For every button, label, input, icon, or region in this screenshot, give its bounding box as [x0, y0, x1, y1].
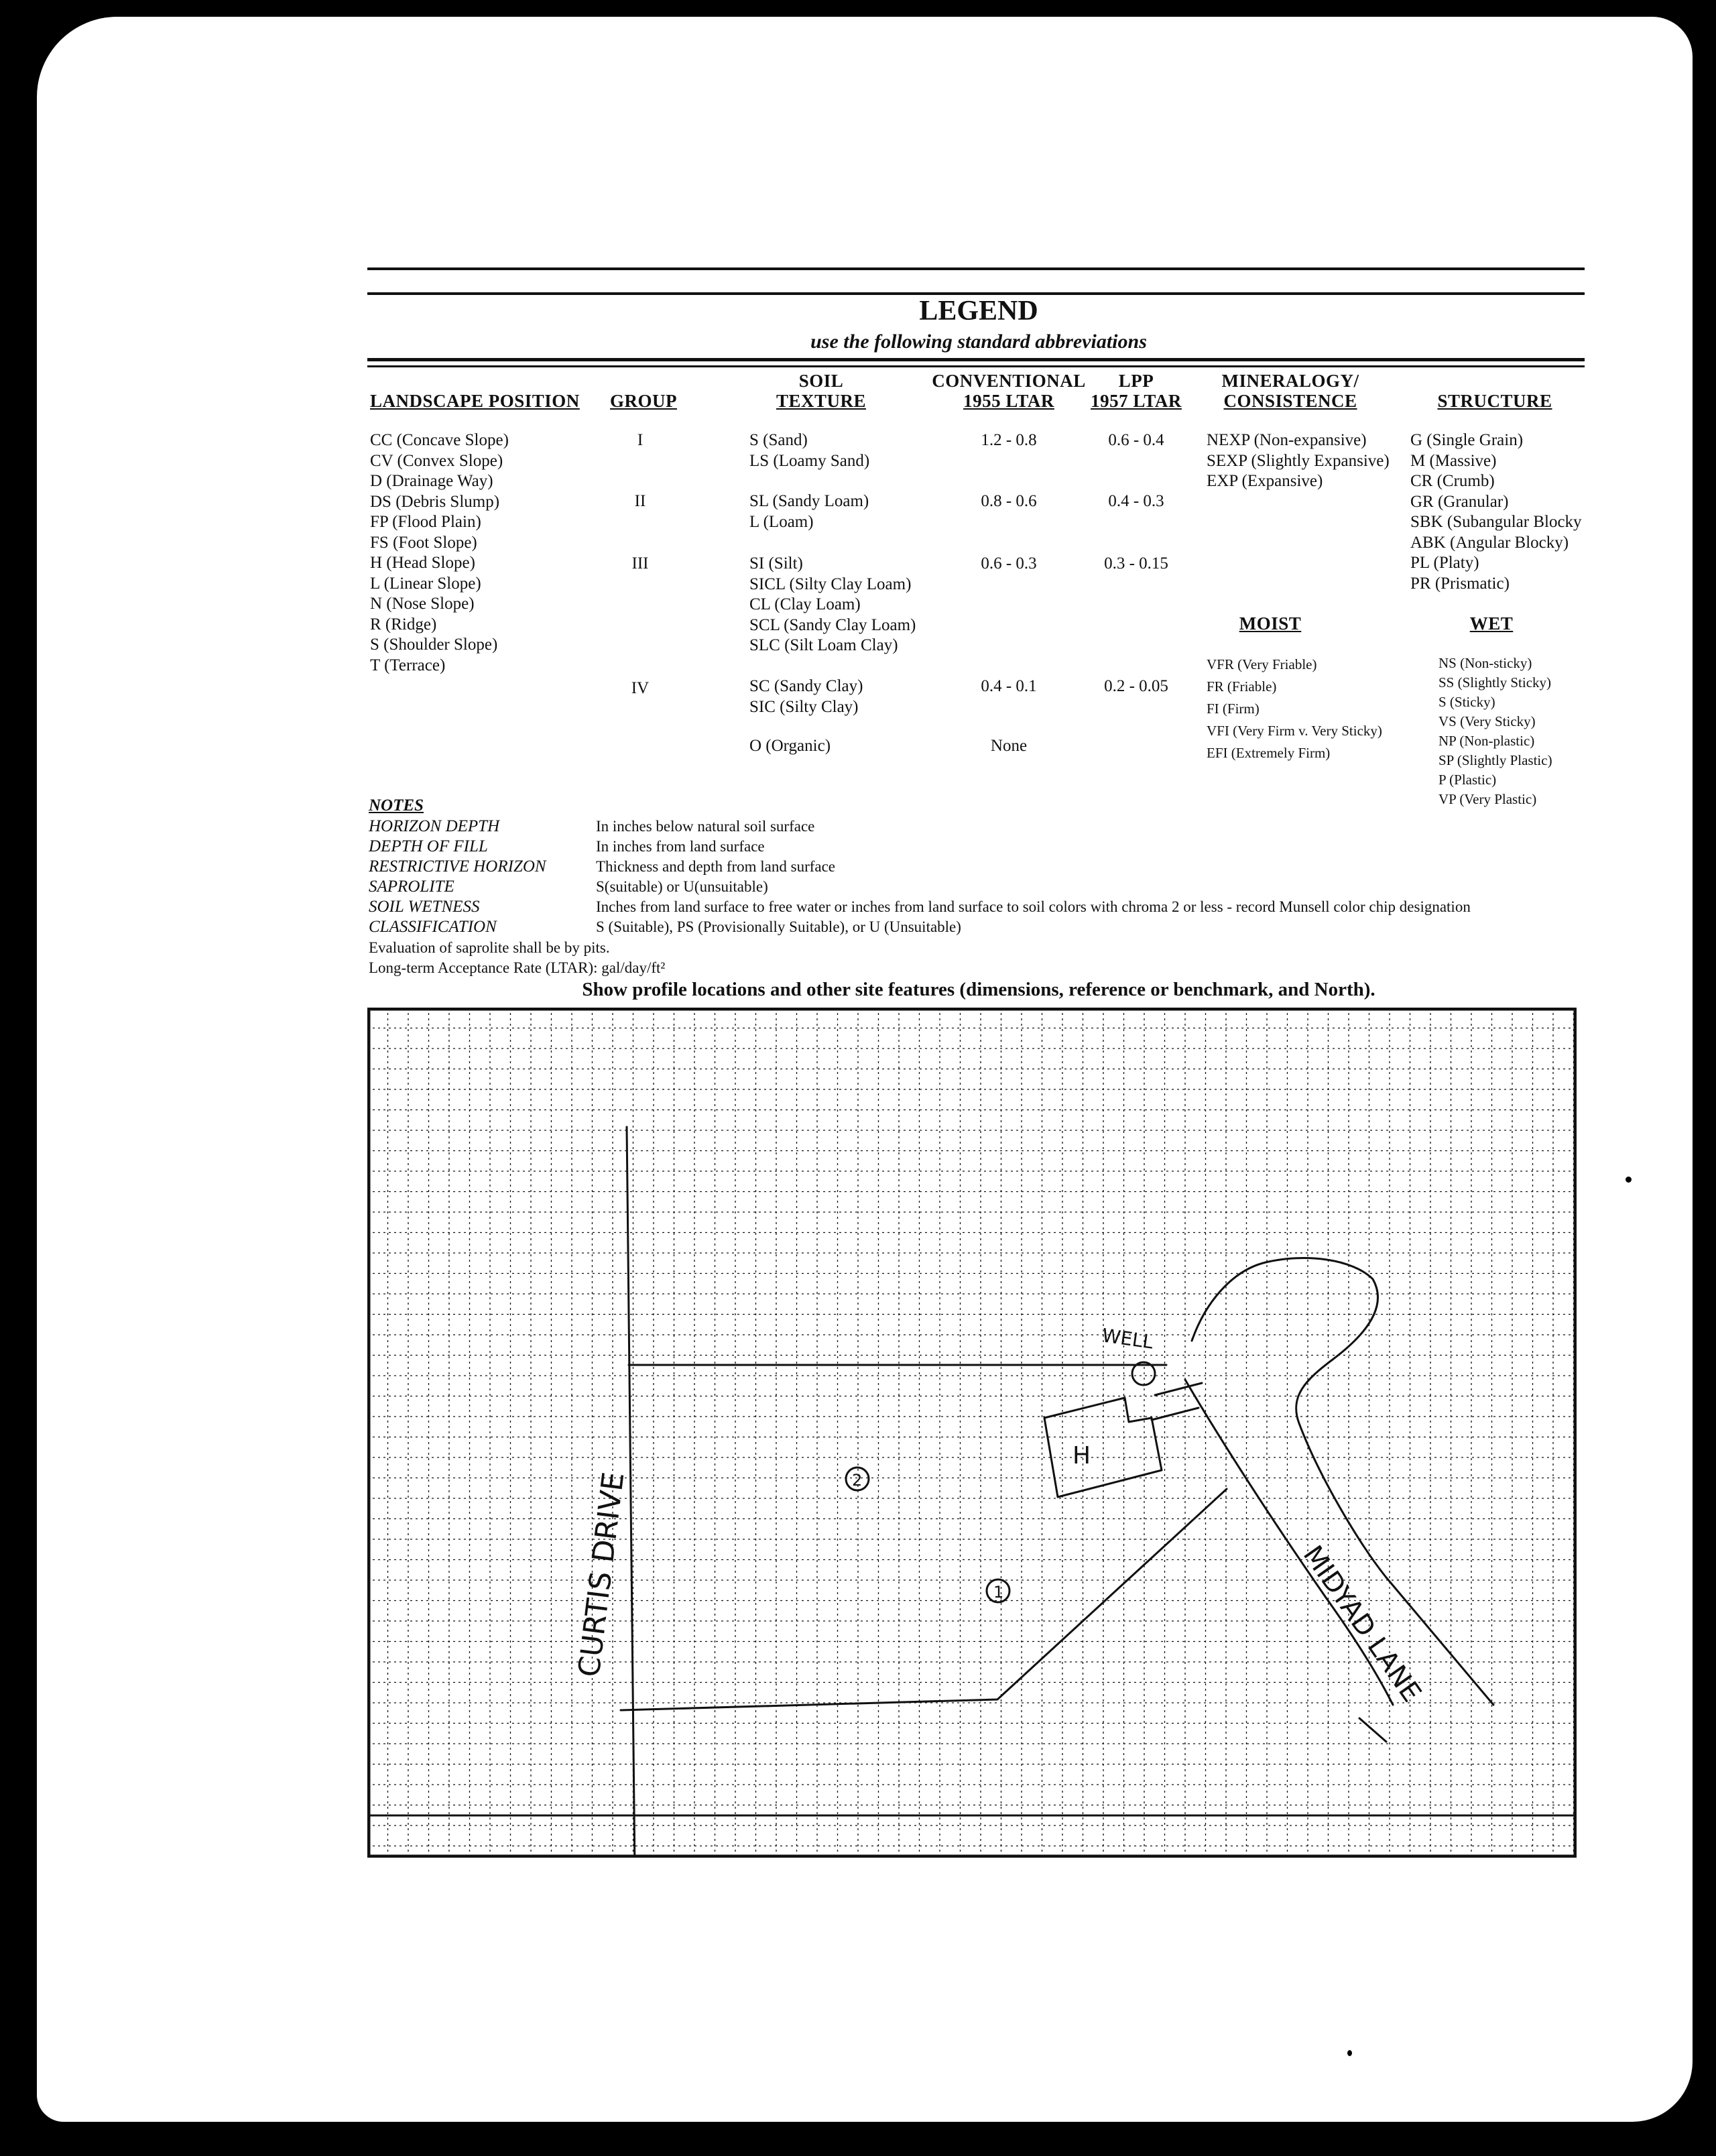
top-rule-1	[367, 267, 1585, 270]
area-boundary-line	[621, 1489, 1227, 1710]
moist-header: MOIST	[1239, 613, 1302, 634]
group-iii: III	[631, 554, 649, 573]
scan-mark	[1347, 2050, 1352, 2056]
group-header: GROUP	[610, 391, 677, 411]
drive-loop	[1192, 1258, 1493, 1705]
lpp-value: 0.3 - 0.15	[1104, 554, 1168, 573]
wet-header: WET	[1469, 613, 1514, 634]
list-item: CC (Concave Slope)	[370, 431, 509, 449]
mineralogy-list: NEXP (Non-expansive) SEXP (Slightly Expansive) EXP (Expansive)	[1207, 431, 1390, 490]
area-1-label: 1	[993, 1583, 1004, 1602]
note-key: SOIL WETNESS	[369, 898, 480, 916]
conventional-value: 0.4 - 0.1	[981, 677, 1037, 695]
list-item: R (Ridge)	[370, 615, 437, 634]
soil-texture-group-1: S (Sand) LS (Loamy Sand)	[749, 431, 870, 470]
landscape-header: LANDSCAPE POSITION	[370, 391, 580, 411]
landscape-list	[370, 430, 509, 676]
list-item: N (Nose Slope)	[370, 595, 475, 613]
list-item: H (Head Slope)	[370, 554, 475, 572]
conventional-value: 0.6 - 0.3	[981, 554, 1037, 573]
lpp-value: 0.4 - 0.3	[1108, 492, 1164, 510]
soil-texture-group-2: SL (Sandy Loam) L (Loam)	[749, 492, 869, 531]
well-label: WELL	[1101, 1324, 1155, 1354]
sketch-instruction: Show profile locations and other site features (dimensions, reference or benchmark, and North).	[582, 979, 1375, 1000]
header-rule-1	[367, 358, 1585, 361]
header-rule-2	[367, 365, 1585, 367]
list-item: DS (Debris Slump)	[370, 492, 500, 511]
list-item: FP (Flood Plain)	[370, 513, 481, 531]
list-item: CV (Convex Slope)	[370, 451, 503, 470]
group-ii: II	[634, 492, 646, 510]
conventional-value: 1.2 - 0.8	[981, 431, 1037, 449]
legend-title: LEGEND	[919, 296, 1038, 326]
note-value: In inches from land surface	[596, 838, 765, 855]
mineralogy-header: MINERALOGY/ CONSISTENCE	[1221, 371, 1359, 411]
group-iv: IV	[631, 679, 650, 697]
note-key: HORIZON DEPTH	[369, 817, 500, 835]
conventional-value: 0.8 - 0.6	[981, 492, 1037, 510]
soil-texture-header: SOIL TEXTURE	[776, 371, 867, 411]
structure-list: G (Single Grain) M (Massive) CR (Crumb) GR (Granular) SBK (Subangular Blocky ABK (Angular Blocky) PL (Platy) PR (Prismatic)	[1410, 431, 1582, 593]
note-key: CLASSIFICATION	[369, 918, 497, 936]
list-item: FS (Foot Slope)	[370, 533, 477, 552]
moist-list: VFR (Very Friable) FR (Friable) FI (Firm) VFI (Very Firm v. Very Sticky) EFI (Extremely Firm)	[1207, 656, 1382, 761]
site-sketch-grid	[367, 1008, 1577, 1858]
note-key: RESTRICTIVE HORIZON	[369, 857, 546, 876]
note-value: S (Suitable), PS (Provisionally Suitable), or U (Unsuitable)	[596, 918, 961, 935]
list-item: L (Linear Slope)	[370, 574, 481, 593]
note-value: S(suitable) or U(unsuitable)	[596, 878, 768, 895]
list-item: S (Shoulder Slope)	[370, 636, 498, 654]
lpp-header: LPP 1957 LTAR	[1091, 371, 1182, 411]
note-key: SAPROLITE	[369, 878, 454, 896]
group-i: I	[637, 431, 644, 449]
list-item: T (Terrace)	[370, 656, 446, 674]
area-2-label: 2	[852, 1471, 863, 1490]
lane-arrow	[1359, 1718, 1386, 1742]
note-value: Inches from land surface to free water or inches from land surface to soil colors with chroma 2 or less - record Munsell color chip designation	[596, 898, 1471, 915]
note-key: DEPTH OF FILL	[369, 837, 488, 855]
soil-texture-group-3: SI (Silt) SICL (Silty Clay Loam) CL (Clay Loam) SCL (Sandy Clay Loam) SLC (Silt Loam Clay)	[749, 554, 916, 654]
curtis-drive-label: CURTIS DRIVE	[572, 1470, 631, 1679]
conventional-value: None	[990, 737, 1028, 755]
note-value: Thickness and depth from land surface	[596, 858, 836, 875]
note-value: In inches below natural soil surface	[596, 818, 815, 835]
well-connector	[1152, 1383, 1202, 1420]
soil-texture-group-4: SC (Sandy Clay) SIC (Silty Clay)	[749, 677, 863, 716]
house-label: H	[1072, 1442, 1091, 1470]
wet-list: NS (Non-sticky) SS (Slightly Sticky) S (Sticky) VS (Very Sticky) NP (Non-plastic) SP (Slightly Plastic) P (Plastic) VP (Very Plastic)	[1438, 655, 1552, 807]
soil-texture-group-5: O (Organic)	[749, 737, 831, 755]
list-item: D (Drainage Way)	[370, 472, 493, 490]
saprolite-note: Evaluation of saprolite shall be by pits.	[369, 939, 610, 956]
lpp-value: 0.2 - 0.05	[1104, 677, 1168, 695]
notes-heading: NOTES	[369, 796, 424, 815]
lpp-value: 0.6 - 0.4	[1108, 431, 1164, 449]
legend-subtitle: use the following standard abbreviations	[810, 331, 1147, 353]
structure-header: STRUCTURE	[1437, 391, 1552, 411]
conventional-header: CONVENTIONAL 1955 LTAR	[932, 371, 1086, 411]
midyad-lane-label: MIDYAD LANE	[1296, 1540, 1428, 1708]
ltar-note: Long-term Acceptance Rate (LTAR): gal/day/ft²	[369, 959, 666, 976]
scan-mark	[1626, 1177, 1632, 1183]
